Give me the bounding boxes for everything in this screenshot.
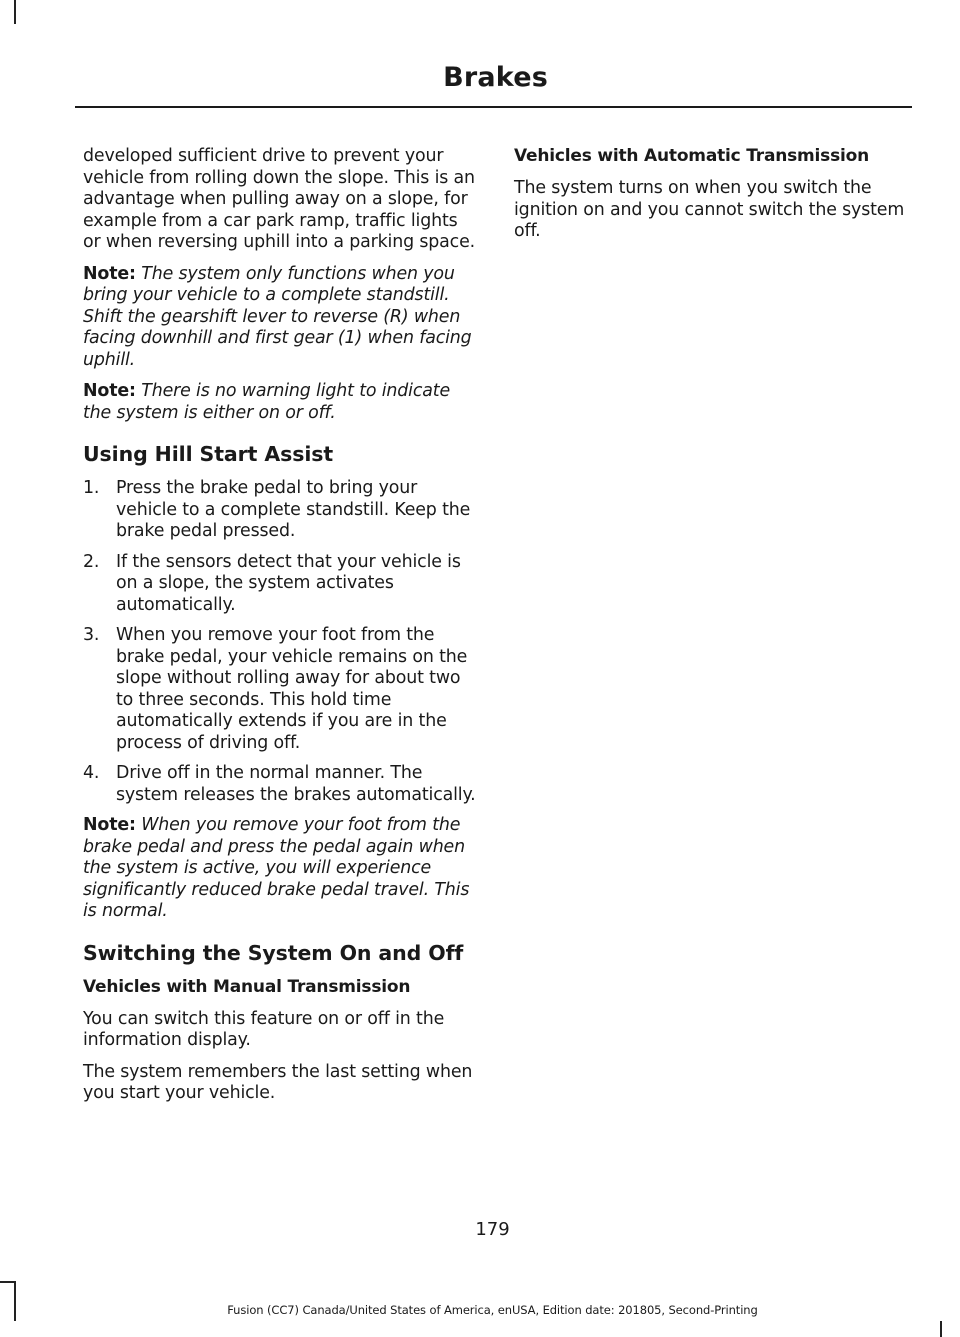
header-rule: [75, 106, 912, 108]
manual-paragraph-1: You can switch this feature on or off in the information display.: [83, 1008, 445, 1050]
note-2: [83, 381, 478, 424]
note-1-label: Note:: [83, 263, 136, 284]
note-1: [83, 264, 478, 372]
step-number: 3.: [83, 625, 100, 645]
step-number: 2.: [83, 551, 100, 572]
intro-paragraph: developed sufficient drive to prevent your vehicle from rolling down the slope. This is an advantage when pulling away on a slope, for example from a car park ramp, traffic lights or when reversing uphill into a parking space.: [83, 146, 476, 252]
note-3-text: When you remove your foot from the brake pedal and press the pedal again when the system is active, you will experience significantly reduced brake pedal travel. This is normal.: [83, 815, 470, 921]
steps-list: [83, 478, 478, 806]
note-1-text: The system only functions when you bring your vehicle to a complete standstill. Shift the gearshift lever to reverse (R) when facing downhill and first gear (1) when facing uphill.: [83, 263, 472, 370]
note-2-label: Note:: [83, 381, 136, 401]
note-3-label: Note:: [83, 815, 136, 835]
step-text: If the sensors detect that your vehicle is on a slope, the system activates automatically.: [116, 551, 461, 615]
list-item: [83, 478, 478, 543]
automatic-paragraph-1: The system turns on when you switch the ignition on and you cannot switch the system off.: [514, 178, 905, 241]
edition-footer: Fusion (CC7) Canada/United States of America, enUSA, Edition date: 201805, Second-Printing: [227, 1303, 758, 1317]
list-item: [83, 763, 478, 806]
step-text: Press the brake pedal to bring your vehicle to a complete standstill. Keep the brake pedal pressed.: [116, 478, 471, 541]
right-column: [514, 146, 909, 253]
list-item: [83, 625, 478, 754]
step-number: 1.: [83, 478, 100, 498]
left-column: [83, 146, 478, 1115]
step-number: 4.: [83, 763, 100, 783]
crop-mark-bottom-right: [940, 1321, 942, 1337]
heading-using-hill-start-assist: Using Hill Start Assist: [83, 442, 334, 466]
crop-mark-bottom-left-h: [0, 1281, 16, 1283]
manual-paragraph-2: The system remembers the last setting when you start your vehicle.: [83, 1061, 473, 1103]
note-3: [83, 815, 478, 923]
subheading-manual-transmission: Vehicles with Manual Transmission: [83, 976, 411, 997]
subheading-automatic-transmission: Vehicles with Automatic Transmission: [514, 146, 870, 166]
page-header-title: Brakes: [443, 62, 548, 93]
note-2-text: There is no warning light to indicate the system is either on or off.: [83, 381, 450, 423]
crop-mark-top-left: [14, 0, 16, 24]
list-item: [83, 552, 478, 617]
step-text: Drive off in the normal manner. The system releases the brakes automatically.: [116, 763, 476, 805]
heading-switching-system: Switching the System On and Off: [83, 940, 464, 965]
step-text: When you remove your foot from the brake pedal, your vehicle remains on the slope without rolling away for about two to three seconds. This hold time automatically extends if you are in the process of driving off.: [116, 625, 468, 753]
page-number: 179: [475, 1219, 510, 1240]
